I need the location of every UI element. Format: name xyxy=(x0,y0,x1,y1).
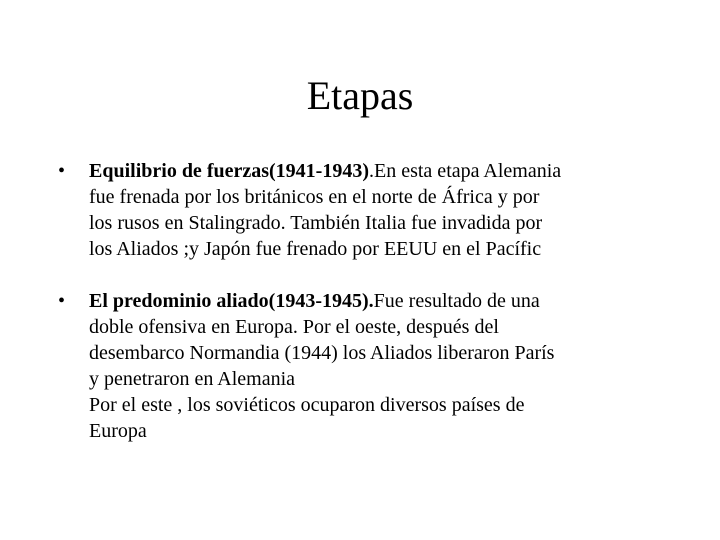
bullet-line: Por el este , los soviéticos ocuparon diversos países de xyxy=(89,394,525,416)
bullet-line: Europa xyxy=(89,420,147,442)
bullet-list xyxy=(58,158,678,444)
bullet-line: y penetraron en Alemania xyxy=(89,368,296,390)
bullet-heading: Equilibrio de fuerzas(1941-1943) xyxy=(89,160,369,182)
bullet-text: .En esta etapa Alemania xyxy=(369,160,562,182)
bullet-text: Fue resultado de una xyxy=(373,290,540,312)
bullet-dot-icon: • xyxy=(58,290,66,312)
bullet-line: doble ofensiva en Europa. Por el oeste, después del xyxy=(89,316,499,338)
slide-title: Etapas xyxy=(306,73,414,118)
bullet-item-predominio xyxy=(58,288,678,444)
bullet-line: los rusos en Stalingrado. También Italia fue invadida por xyxy=(89,212,543,234)
bullet-dot-icon: • xyxy=(58,160,66,182)
bullet-line xyxy=(89,158,678,184)
bullet-item-equilibrio xyxy=(58,158,678,262)
bullet-heading: El predominio aliado(1943-1945). xyxy=(89,290,374,312)
bullet-line: desembarco Normandia (1944) los Aliados liberaron París xyxy=(89,342,555,364)
bullet-line xyxy=(89,288,678,314)
bullet-line: fue frenada por los británicos en el norte de África y por xyxy=(89,186,540,208)
bullet-line: los Aliados ;y Japón fue frenado por EEUU en el Pacífic xyxy=(89,238,542,260)
